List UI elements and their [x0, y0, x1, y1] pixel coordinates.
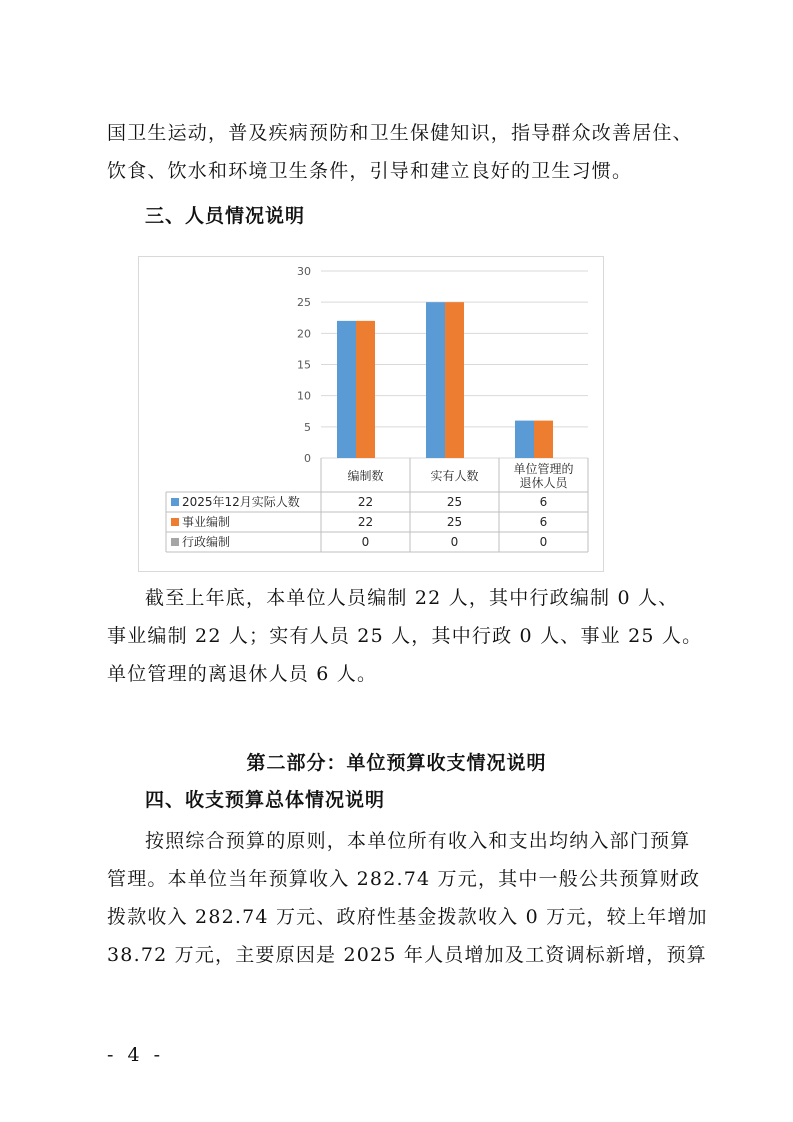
bar — [356, 321, 375, 458]
y-tick-label: 25 — [297, 296, 311, 310]
part2-title: 第二部分：单位预算收支情况说明 — [246, 752, 547, 774]
y-tick-label: 15 — [297, 358, 311, 372]
data-label: 22 — [357, 515, 374, 529]
y-tick-label: 5 — [304, 420, 311, 434]
data-label: 22 — [357, 495, 374, 509]
data-label: 0 — [539, 535, 548, 549]
intro-line-1: 国卫生运动，普及疾病预防和卫生保健知识，指导群众改善居住、 — [107, 122, 693, 144]
category-label: 退休人员 — [519, 476, 568, 490]
intro-line-2: 饮食、饮水和环境卫生条件，引导和建立良好的卫生习惯。 — [107, 160, 633, 182]
staff-chart-svg — [139, 257, 603, 571]
section3-heading: 三、人员情况说明 — [145, 205, 306, 227]
data-label: 25 — [446, 515, 463, 529]
chart-data-table — [166, 458, 588, 552]
staff-chart — [138, 256, 604, 572]
legend-key — [171, 538, 179, 546]
section4-line-4: 38.72 万元，主要原因是 2025 年人员增加及工资调标新增，预算 — [107, 944, 707, 966]
bar — [534, 421, 553, 458]
intro-paragraph — [107, 114, 697, 190]
series-label: 事业编制 — [182, 515, 231, 529]
bar — [426, 302, 445, 458]
section4-paragraph — [107, 822, 708, 974]
bar — [445, 302, 464, 458]
legend-key — [171, 498, 179, 506]
section3-line-2: 事业编制 22 人；实有人员 25 人，其中行政 0 人、事业 25 人。 — [107, 625, 703, 647]
category-label: 单位管理的 — [513, 462, 574, 476]
legend-key — [171, 518, 179, 526]
section3-line-3: 单位管理的离退休人员 6 人。 — [107, 663, 378, 685]
section3-paragraph — [107, 579, 703, 693]
bar — [515, 421, 534, 458]
data-label: 6 — [539, 495, 548, 509]
data-label: 6 — [539, 515, 548, 529]
page-number: - 4 - — [107, 1044, 165, 1066]
section4-heading: 四、收支预算总体情况说明 — [145, 789, 386, 811]
section4-line-1: 按照综合预算的原则，本单位所有收入和支出均纳入部门预算 — [145, 830, 691, 852]
bar — [337, 321, 356, 458]
y-tick-label: 10 — [297, 389, 311, 403]
category-label: 实有人数 — [430, 469, 479, 483]
y-tick-label: 30 — [297, 265, 311, 278]
chart-y-ticks — [297, 265, 311, 465]
y-tick-label: 0 — [304, 452, 311, 465]
chart-bars — [337, 302, 553, 458]
section4-line-3: 拨款收入 282.74 万元、政府性基金拨款收入 0 万元，较上年增加 — [107, 906, 708, 928]
series-label: 行政编制 — [182, 535, 231, 549]
data-label: 0 — [361, 535, 370, 549]
y-tick-label: 20 — [297, 327, 311, 341]
section4-line-2: 管理。本单位当年预算收入 282.74 万元，其中一般公共预算财政 — [107, 868, 701, 890]
data-label: 25 — [446, 495, 463, 509]
category-label: 编制数 — [347, 469, 384, 483]
data-label: 0 — [450, 535, 459, 549]
series-label: 2025年12月实际人数 — [182, 495, 300, 509]
section3-line-1: 截至上年底，本单位人员编制 22 人，其中行政编制 0 人、 — [145, 587, 679, 609]
